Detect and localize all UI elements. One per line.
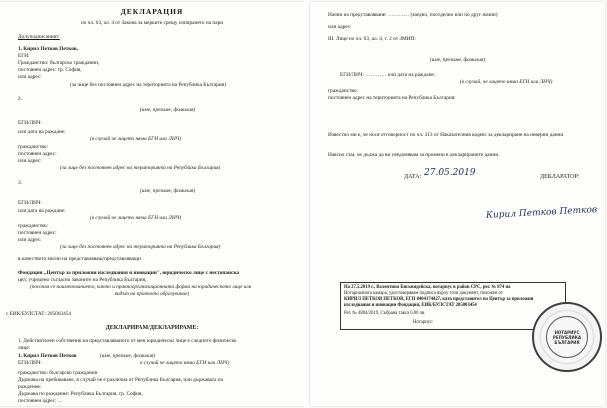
right-egn: ЕГН/ЛНЧ: ………… или дата на раждане:: [340, 72, 436, 78]
declaration-subtitle: по чл. 63, ал. 4 от Закона за мерките срещу изпирането на пари: [80, 20, 224, 26]
signatory-2-other-address: или адрес:: [18, 158, 42, 164]
owner-address: постоянен адрес: ...: [18, 398, 62, 404]
signatory-2-address: постоянен адрес:: [18, 151, 57, 157]
foundation-note-2: видът на правното образувание): [114, 291, 190, 297]
signatory-2-egn-note: (в случай че лицето няма ЕГН или ЛНЧ): [90, 136, 182, 142]
signatory-2-birth-date: или дата на раждане:: [18, 129, 66, 135]
notary-sign-label: Нотариус:: [413, 320, 434, 325]
signatory-2-egn: ЕГН/ЛНЧ:: [18, 120, 42, 126]
signatory-2-citizenship: гражданство:: [18, 144, 48, 150]
owner-name: 1. Кирил Петков Петков: [18, 353, 77, 359]
notary-registration: Рег. № 4804/2019, Събрана такса 6.00 лв.: [344, 311, 426, 316]
signatory-2-name-note: (име, презиме, фамилия): [140, 107, 196, 113]
owner-residence-3: Държава по рождение: Република България, гр. София,: [18, 391, 143, 397]
right-citizenship: гражданство:: [328, 88, 358, 94]
owner-residence: Държава на пребиваване, в случай че е различна от Република България, или държавата по: [18, 377, 224, 383]
representation-method: Начин на представляване: ………… (заедно, поотделно или по друг начин): [328, 12, 498, 18]
signatory-1-name: 1. Кирил Петков Петков,: [18, 46, 78, 52]
owner-egn: ЕГН/ЛНЧ:: [18, 360, 42, 366]
right-name-note: (име, презиме, фамилия): [430, 57, 486, 63]
notary-text-3: КИРИЛ ПЕТКОВ ПЕТКОВ, ЕГН 8404174427, като представител на Център за приложни: [344, 297, 534, 302]
declarer-signature: Кирил Петков Петков: [485, 205, 598, 221]
signatory-1-other-address: или адрес:: [18, 74, 42, 80]
signatory-3-citizenship: гражданство:: [18, 223, 48, 229]
declaration-title: ДЕКЛАРАЦИЯ: [120, 7, 184, 16]
notary-certification-box: [340, 282, 566, 330]
owner-name-note: (име, презиме, фамилия): [100, 353, 156, 359]
signatory-3-egn-note: (в случай че лицето няма ЕГН или ЛНЧ): [90, 215, 182, 221]
eik-number: с ЕИК/БУЛСТАТ: 205003454: [6, 311, 72, 317]
right-other-address: или адрес:: [328, 24, 352, 30]
right-address: постоянен адрес на територията на Република България:: [328, 95, 456, 101]
foundation-text: Фондация „Център за приложни изследвания и иновации", юридическо лице с нестопанска: [18, 270, 240, 276]
signatory-1-citizenship: Гражданство: българско гражданин,: [18, 60, 100, 66]
item-1b: лице:: [18, 345, 31, 351]
notary-stamp-text: НОТАРИУС РЕПУБЛИКА БЪЛГАРИЯ: [546, 316, 588, 358]
liability-statement: Известно ми е, че нося отговорност по чл. 313 от Наказателния кодекс за деклариране на неверни данни.: [328, 132, 565, 138]
person-art-63: III. Лице по чл. 63, ал. 4, т. 2 от ЗМИП:: [328, 36, 416, 42]
foundation-note: (посочва се наименованието, както и правноорганизационната форма на юридическото лице или: [30, 284, 252, 290]
signatory-3-egn: ЕГН/ЛНЧ:: [18, 200, 42, 206]
declaration-page-2: [310, 2, 605, 406]
signatory-3-birth-date: или дата на раждане:: [18, 208, 66, 214]
declare-heading: ДЕКЛАРИРАМ/ДЕКЛАРИРАМЕ:: [105, 325, 199, 331]
declarer-label: ДЕКЛАРАТОР:: [540, 174, 580, 180]
signatory-1-egn: ЕГН:: [18, 53, 30, 59]
signatory-3-number: 3.: [18, 180, 22, 186]
notary-stamp: [532, 302, 602, 372]
declaration-page-1: [0, 2, 304, 406]
address-note-2: (за лице без постоянен адрес на територията на Република България): [60, 165, 221, 171]
signatory-1-address: постоянен адрес: гр. София,: [18, 67, 82, 73]
signatory-2-number: 2.: [18, 96, 22, 102]
owner-residence-2: рождение:: [18, 384, 42, 390]
owner-citizenship: гражданство: българско гражданин: [18, 370, 98, 376]
signatory-3-other-address: или адрес:: [18, 237, 42, 243]
notary-text-1: На 27.5.2019 г., Валентина Бисквидейска, нотариус в район СРС, рег. № 874 на: [344, 285, 511, 290]
capacity-intro: в качеството ми/ни на представляващ/представляващи: [18, 256, 141, 262]
signatories-label: Долуподписаният:: [18, 34, 60, 40]
item-1: 1. Действителен собственик на представляваното от мен юридическо лице е следното физическо: [18, 338, 237, 344]
right-egn-note: (в случай, че лицето няма ЕГН или ЛНЧ): [460, 79, 553, 85]
signatory-3-address: постоянен адрес:: [18, 230, 57, 236]
date-value: 27.05.2019: [424, 168, 476, 178]
notary-text-4: изследвания и иновации Фондация, ЕИК/БУЛСТАТ 205003454: [344, 303, 477, 308]
owner-egn-note: в случай че лицето няма ЕГН или ЛНЧ): [140, 360, 230, 366]
signatory-3-name-note: (име, презиме, фамилия): [140, 188, 196, 194]
notary-text-2: Нотариалната камара, удостоверявам подписа върху този документ, положен от: [344, 291, 503, 296]
date-label: ДАТА:: [404, 174, 422, 180]
address-note-3: (за лице без постоянен адрес на територията на Република България): [60, 244, 221, 250]
address-note-1: (за лице без постоянен адрес на територията на Република България): [70, 82, 226, 88]
foundation-text-2: цел, учредено съгласно законите на Република България,: [18, 277, 147, 283]
notify-statement: Наясно съм, че дължа да ви уведомявам за промени в декларираните данни.: [328, 152, 500, 158]
